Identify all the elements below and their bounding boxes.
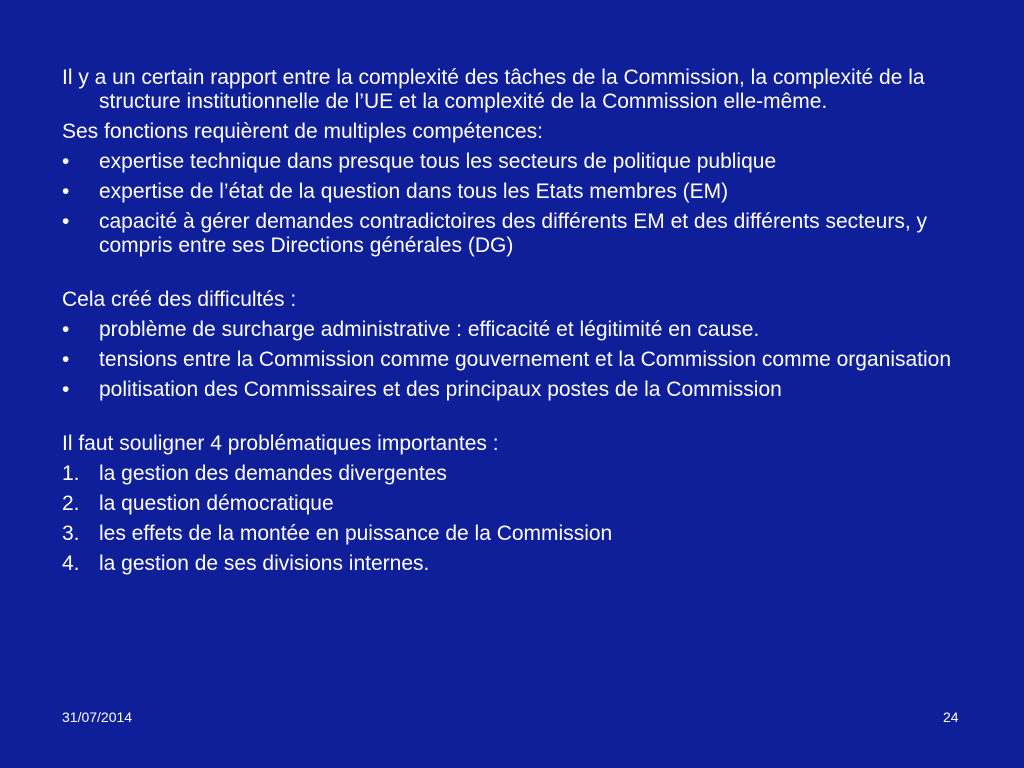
item-text: la question démocratique [99,492,334,515]
section2-heading: Cela créé des difficultés : [62,288,297,311]
bullet-marker: • [62,318,70,341]
item-text: la gestion de ses divisions internes. [99,552,430,575]
bullet-item [62,150,962,174]
item-text: les effets de la montée en puissance de la Commission [99,522,613,545]
numbered-item [62,492,962,516]
bullet-item [62,378,962,402]
bullet-marker: • [62,150,70,173]
bullet-item [62,318,962,342]
section3-heading: Il faut souligner 4 problématiques importantes : [62,432,499,455]
bullet-item [62,210,962,258]
item-number: 1. [62,462,80,485]
footer-date: 31/07/2014 [62,709,133,725]
slide-body [62,66,962,582]
item-number: 2. [62,492,80,515]
bullet-marker: • [62,348,70,371]
bullet-text: problème de surcharge administrative : efficacité et légitimité en cause. [99,318,760,341]
numbered-item [62,522,962,546]
spacer [62,408,962,432]
bullet-marker: • [62,378,70,401]
numbered-item [62,552,962,576]
bullet-marker: • [62,210,70,233]
item-number: 3. [62,522,80,545]
bullet-text: expertise technique dans presque tous les secteurs de politique publique [99,150,777,173]
bullet-text: expertise de l’état de la question dans tous les Etats membres (EM) [99,180,729,203]
section1-heading: Ses fonctions requièrent de multiples compétences: [62,120,543,143]
item-number: 4. [62,552,80,575]
intro-paragraph: Il y a un certain rapport entre la complexité des tâches de la Commission, la complexité de la structure institutionnelle de l’UE et la complexité de la Commission elle-même. [62,66,925,113]
bullet-text: tensions entre la Commission comme gouvernement et la Commission comme organisation [99,348,952,371]
page-number: 24 [943,709,959,725]
numbered-item [62,462,962,486]
bullet-item [62,180,962,204]
bullet-marker: • [62,180,70,203]
item-text: la gestion des demandes divergentes [99,462,447,485]
bullet-text: politisation des Commissaires et des principaux postes de la Commission [99,378,782,401]
bullet-item [62,348,962,372]
spacer [62,264,962,288]
bullet-text: capacité à gérer demandes contradictoires des différents EM et des différents secteurs, y compris entre ses Directions générales (DG) [99,210,927,257]
